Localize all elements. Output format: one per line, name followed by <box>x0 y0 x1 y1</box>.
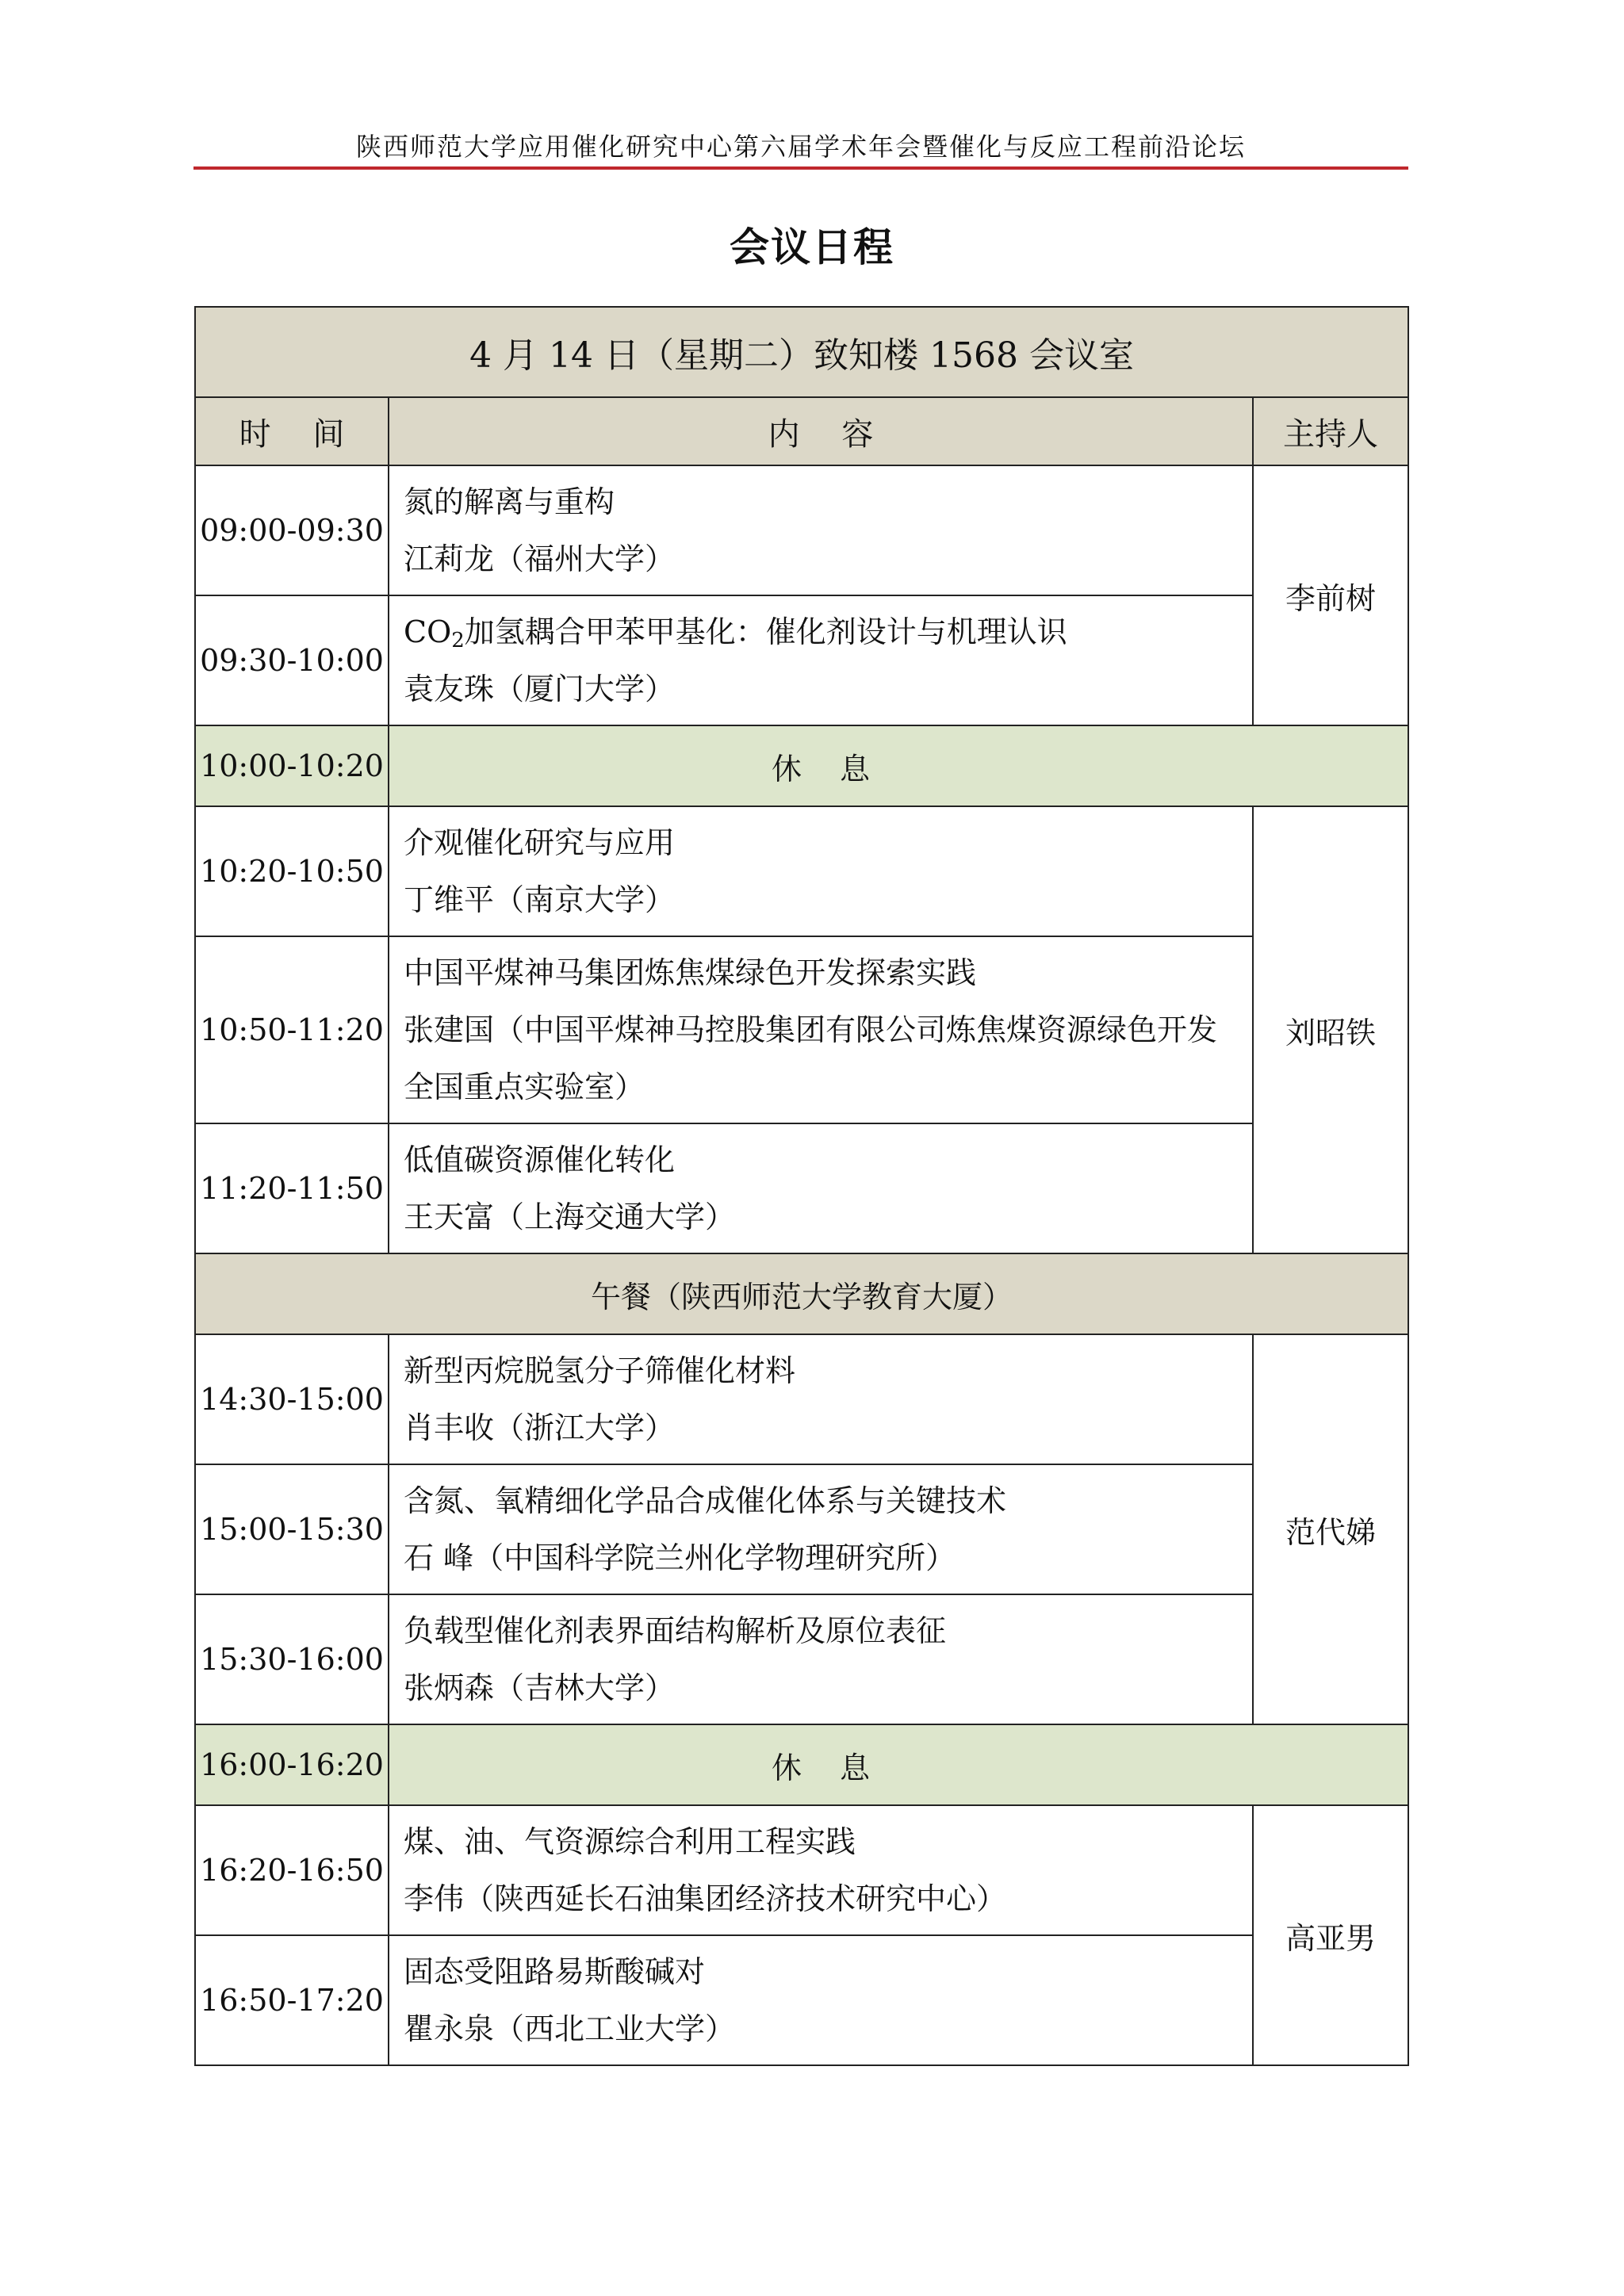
talk-topic: 中国平煤神马集团炼焦煤绿色开发探索实践 <box>404 955 977 990</box>
talk-speaker: 袁友珠（厦门大学） <box>404 672 676 706</box>
talk-content <box>389 595 1253 725</box>
talk-speaker: 王天富（上海交通大学） <box>404 1200 736 1234</box>
table-row <box>195 1935 1408 2065</box>
talk-topic: 氮的解离与重构 <box>404 484 615 519</box>
talk-topic: 煤、油、气资源综合利用工程实践 <box>404 1824 856 1859</box>
schedule-table <box>194 306 1409 2066</box>
talk-speaker: 肖丰收（浙江大学） <box>404 1410 676 1445</box>
talk-content <box>389 1123 1253 1253</box>
table-row <box>195 1805 1408 1935</box>
table-row <box>195 595 1408 725</box>
page-title: 会议日程 <box>730 224 894 270</box>
break-time: 16:00-16:20 <box>195 1724 389 1805</box>
talk-content <box>389 806 1253 936</box>
talk-speaker: 江莉龙（福州大学） <box>404 541 676 576</box>
talk-speaker: 石 峰（中国科学院兰州化学物理研究所） <box>404 1540 956 1575</box>
header-rule <box>193 166 1408 170</box>
talk-time: 09:30-10:00 <box>195 595 389 725</box>
talk-content <box>389 1464 1253 1594</box>
topic-formula-subscript: 2 <box>451 629 465 652</box>
talk-time: 09:00-09:30 <box>195 465 389 595</box>
session-host: 范代娣 <box>1253 1334 1408 1724</box>
talk-time: 11:20-11:50 <box>195 1123 389 1253</box>
talk-speaker: 瞿永泉（西北工业大学） <box>404 2011 736 2046</box>
session-host: 李前树 <box>1253 465 1408 725</box>
session-host: 刘昭铁 <box>1253 806 1408 1253</box>
column-header-row <box>195 397 1408 465</box>
talk-time: 15:30-16:00 <box>195 1594 389 1724</box>
table-row <box>195 806 1408 936</box>
talk-topic: 新型丙烷脱氢分子筛催化材料 <box>404 1353 796 1388</box>
session-host: 高亚男 <box>1253 1805 1408 2065</box>
talk-topic: 低值碳资源催化转化 <box>404 1142 676 1177</box>
talk-speaker: 张建国（中国平煤神马控股集团有限公司炼焦煤资源绿色开发全国重点实验室） <box>404 1012 1218 1104</box>
topic-formula-prefix: CO <box>404 614 452 649</box>
break-row <box>195 1724 1408 1805</box>
table-row <box>195 1123 1408 1253</box>
talk-topic: 负载型催化剂表界面结构解析及原位表征 <box>404 1613 947 1648</box>
talk-content <box>389 1594 1253 1724</box>
talk-speaker: 丁维平（南京大学） <box>404 882 676 917</box>
talk-time: 10:50-11:20 <box>195 936 389 1123</box>
table-row <box>195 1594 1408 1724</box>
break-time: 10:00-10:20 <box>195 725 389 806</box>
talk-content <box>389 1935 1253 2065</box>
column-header-content: 内 容 <box>389 397 1253 465</box>
talk-time: 10:20-10:50 <box>195 806 389 936</box>
table-row <box>195 1334 1408 1464</box>
talk-time: 14:30-15:00 <box>195 1334 389 1464</box>
talk-content <box>389 1805 1253 1935</box>
talk-time: 16:50-17:20 <box>195 1935 389 2065</box>
talk-content <box>389 465 1253 595</box>
talk-content <box>389 936 1253 1123</box>
break-label: 休 息 <box>389 725 1408 806</box>
talk-topic: 固态受阻路易斯酸碱对 <box>404 1954 706 1989</box>
day-heading-row <box>195 307 1408 397</box>
table-row <box>195 936 1408 1123</box>
lunch-row <box>195 1253 1408 1334</box>
talk-topic: 含氮、氧精细化学品合成催化体系与关键技术 <box>404 1483 1007 1518</box>
column-header-host: 主持人 <box>1253 397 1408 465</box>
talk-topic: 介观催化研究与应用 <box>404 825 676 860</box>
table-row <box>195 1464 1408 1594</box>
break-label: 休 息 <box>389 1724 1408 1805</box>
day-heading: 4 月 14 日（星期二）致知楼 1568 会议室 <box>195 307 1408 397</box>
running-header: 陕西师范大学应用催化研究中心第六届学术年会暨催化与反应工程前沿论坛 <box>355 132 1246 162</box>
talk-time: 16:20-16:50 <box>195 1805 389 1935</box>
lunch-label: 午餐（陕西师范大学教育大厦） <box>195 1253 1408 1334</box>
column-header-time: 时 间 <box>195 397 389 465</box>
talk-topic <box>404 603 1241 660</box>
talk-speaker: 李伟（陕西延长石油集团经济技术研究中心） <box>404 1881 1007 1916</box>
talk-speaker: 张炳森（吉林大学） <box>404 1670 676 1705</box>
topic-text: 加氢耦合甲苯甲基化：催化剂设计与机理认识 <box>464 614 1067 649</box>
talk-content <box>389 1334 1253 1464</box>
break-row <box>195 725 1408 806</box>
talk-time: 15:00-15:30 <box>195 1464 389 1594</box>
table-row <box>195 465 1408 595</box>
